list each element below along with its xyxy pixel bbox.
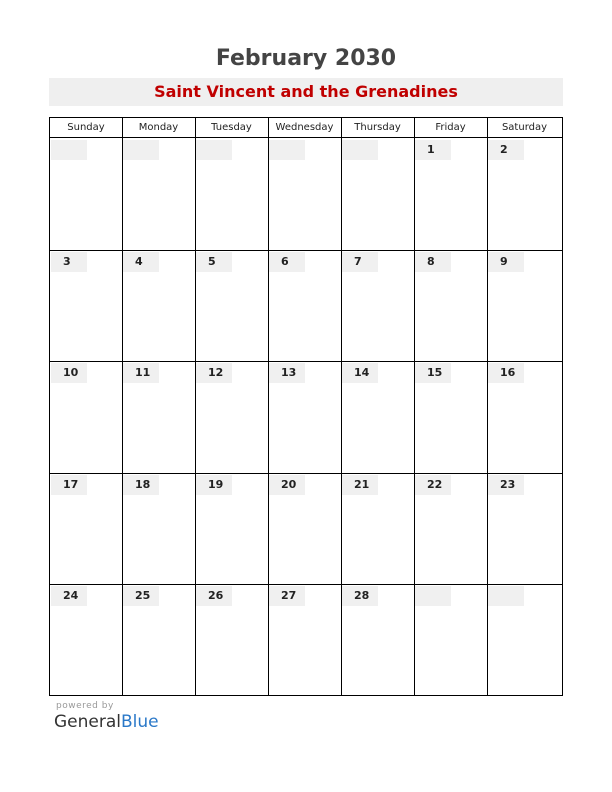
column-divider bbox=[341, 118, 342, 695]
weekday-header-friday: Friday bbox=[435, 122, 466, 133]
day-number: 24 bbox=[63, 589, 79, 603]
day-cell-27[interactable] bbox=[269, 586, 305, 606]
day-cell-6[interactable] bbox=[269, 252, 305, 272]
weekday-header-tuesday: Tuesday bbox=[211, 122, 252, 133]
empty-day-cell bbox=[342, 140, 378, 160]
day-cell-22[interactable] bbox=[415, 475, 451, 495]
day-number: 15 bbox=[427, 366, 443, 380]
empty-day-cell bbox=[196, 140, 232, 160]
day-cell-2[interactable] bbox=[488, 140, 524, 160]
column-divider bbox=[414, 118, 415, 695]
day-cell-21[interactable] bbox=[342, 475, 378, 495]
day-number: 12 bbox=[208, 366, 224, 380]
day-cell-8[interactable] bbox=[415, 252, 451, 272]
day-cell-20[interactable] bbox=[269, 475, 305, 495]
column-divider bbox=[487, 118, 488, 695]
brand-blue-text: Blue bbox=[121, 712, 159, 732]
brand-general-text: General bbox=[54, 712, 121, 732]
day-cell-28[interactable] bbox=[342, 586, 378, 606]
day-number: 4 bbox=[135, 254, 143, 268]
day-number: 23 bbox=[500, 477, 516, 491]
weekday-header-row bbox=[50, 118, 562, 138]
day-cell-13[interactable] bbox=[269, 363, 305, 383]
day-cell-16[interactable] bbox=[488, 363, 524, 383]
empty-day-cell bbox=[269, 140, 305, 160]
day-number: 28 bbox=[354, 589, 370, 603]
generalblue-logo[interactable] bbox=[54, 712, 159, 732]
powered-by-label: powered by bbox=[56, 701, 114, 711]
column-divider bbox=[268, 118, 269, 695]
day-number: 26 bbox=[208, 589, 224, 603]
weekday-header-saturday: Saturday bbox=[501, 122, 548, 133]
day-number: 10 bbox=[63, 366, 79, 380]
day-number: 19 bbox=[208, 477, 224, 491]
day-cell-25[interactable] bbox=[123, 586, 159, 606]
country-name: Saint Vincent and the Grenadines bbox=[154, 82, 458, 101]
day-cell-19[interactable] bbox=[196, 475, 232, 495]
day-number: 18 bbox=[135, 477, 151, 491]
day-number: 20 bbox=[281, 477, 297, 491]
day-number: 17 bbox=[63, 477, 79, 491]
day-number: 1 bbox=[427, 143, 435, 156]
day-cell-14[interactable] bbox=[342, 363, 378, 383]
day-cell-12[interactable] bbox=[196, 363, 232, 383]
day-number: 2 bbox=[500, 143, 508, 156]
calendar-grid bbox=[49, 117, 563, 696]
day-number: 16 bbox=[500, 366, 516, 380]
weekday-header-sunday: Sunday bbox=[67, 122, 105, 133]
day-cell-4[interactable] bbox=[123, 252, 159, 272]
day-number: 25 bbox=[135, 589, 151, 603]
row-divider bbox=[50, 473, 562, 474]
day-number: 14 bbox=[354, 366, 370, 380]
column-divider bbox=[122, 118, 123, 695]
day-cell-5[interactable] bbox=[196, 252, 232, 272]
day-number: 21 bbox=[354, 477, 370, 491]
day-number: 13 bbox=[281, 366, 297, 380]
day-cell-17[interactable] bbox=[51, 475, 87, 495]
row-divider bbox=[50, 361, 562, 362]
day-number: 22 bbox=[427, 477, 443, 491]
day-number: 5 bbox=[208, 254, 216, 268]
day-number: 6 bbox=[281, 254, 289, 268]
day-number: 3 bbox=[63, 254, 71, 268]
weekday-header-wednesday: Wednesday bbox=[275, 122, 334, 133]
column-divider bbox=[195, 118, 196, 695]
weekday-header-monday: Monday bbox=[138, 122, 179, 133]
day-number: 9 bbox=[500, 254, 508, 268]
country-banner bbox=[49, 78, 563, 106]
empty-day-cell bbox=[415, 586, 451, 606]
page-title: February 2030 bbox=[215, 46, 397, 71]
day-cell-7[interactable] bbox=[342, 252, 378, 272]
day-number: 8 bbox=[427, 254, 435, 268]
day-cell-1[interactable] bbox=[415, 140, 451, 160]
day-number: 11 bbox=[135, 366, 151, 380]
day-cell-26[interactable] bbox=[196, 586, 232, 606]
empty-day-cell bbox=[488, 586, 524, 606]
day-cell-9[interactable] bbox=[488, 252, 524, 272]
day-cell-23[interactable] bbox=[488, 475, 524, 495]
row-divider bbox=[50, 250, 562, 251]
weekday-header-thursday: Thursday bbox=[354, 122, 401, 133]
day-cell-24[interactable] bbox=[51, 586, 87, 606]
empty-day-cell bbox=[51, 140, 87, 160]
day-cell-15[interactable] bbox=[415, 363, 451, 383]
row-divider bbox=[50, 584, 562, 585]
day-cell-10[interactable] bbox=[51, 363, 87, 383]
day-cell-11[interactable] bbox=[123, 363, 159, 383]
day-number: 27 bbox=[281, 589, 297, 603]
empty-day-cell bbox=[123, 140, 159, 160]
day-number: 7 bbox=[354, 254, 362, 268]
day-cell-3[interactable] bbox=[51, 252, 87, 272]
day-cell-18[interactable] bbox=[123, 475, 159, 495]
